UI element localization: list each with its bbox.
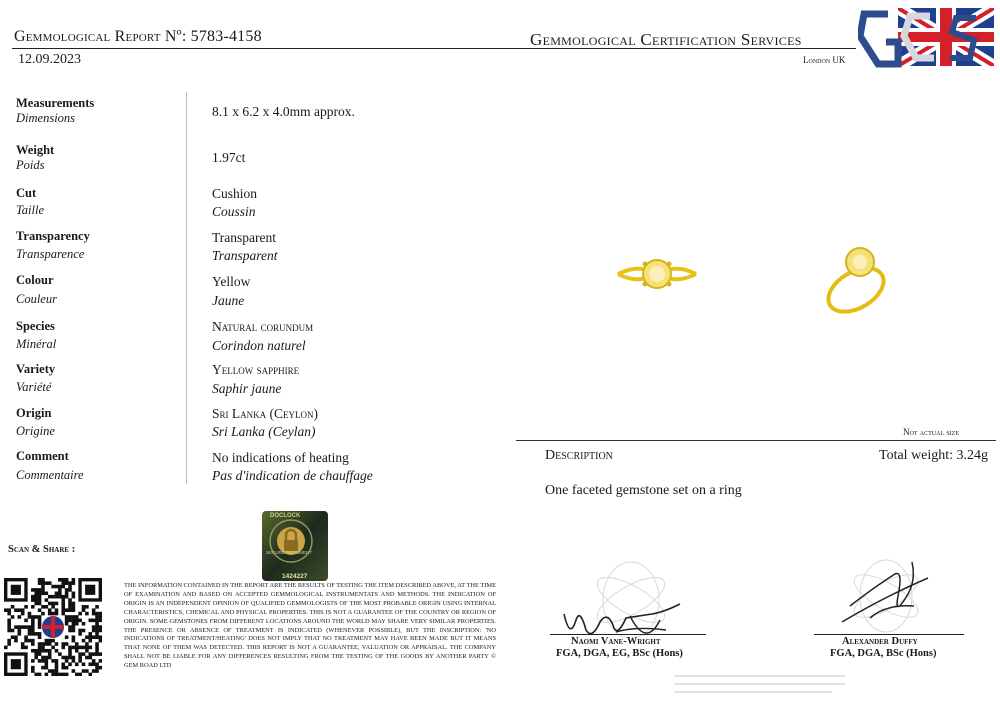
seal-ring-text: SECURE DOCUMENT [266,550,313,555]
value-variety: Yellow sapphire [212,362,300,377]
value-variety-fr: Saphir jaune [212,381,282,396]
label-origin: Origin [16,406,52,420]
value-colour: Yellow [212,274,251,289]
value-origin: Sri Lanka (Ceylon) [212,406,318,421]
report-title: Gemmological Report Nº: 5783-4158 [14,28,262,45]
label-transparence: Transparence [16,247,85,261]
value-weight: 1.97ct [212,150,246,165]
label-measurements: Measurements [16,96,95,110]
value-comment: No indications of heating [212,450,349,465]
signature-2 [816,556,956,636]
description-rule [516,440,996,441]
value-transparency-fr: Transparent [212,248,278,263]
label-poids: Poids [16,158,45,172]
scan-share-label: Scan & Share : [8,544,76,555]
value-colour-fr: Jaune [212,293,245,308]
label-weight: Weight [16,143,55,157]
padlock-seal-icon [262,511,328,581]
value-cut-fr: Coussin [212,204,256,219]
label-mineral: Minéral [16,337,57,351]
signature-1-rule [550,634,706,635]
signatory-2-name: Alexander Duffy [842,636,918,647]
header-rule-left [12,48,400,49]
label-comment: Comment [16,449,69,463]
label-variety: Variety [16,362,56,376]
label-transparency: Transparency [16,229,90,243]
ring-photo-front [612,248,702,300]
seal-number: 1424227 [282,573,308,580]
label-commentaire: Commentaire [16,468,84,482]
company-location: London UK [803,55,846,65]
ring-photo-side [818,240,896,316]
label-dimensions: Dimensions [16,111,76,125]
faint-watermark-text [672,672,847,696]
label-variete: Variété [16,380,52,394]
value-species: Natural corundum [212,319,314,334]
value-measurements: 8.1 x 6.2 x 4.0mm approx. [212,104,355,119]
signatory-1-credentials: FGA, DGA, EG, BSc (Hons) [556,648,683,659]
not-actual-size-note: Not actual size [903,427,959,437]
qr-code-icon [4,578,102,676]
secure-document-seal [262,511,328,581]
ring-front-icon [612,248,702,300]
disclaimer-text: THE INFORMATION CONTAINED IN THE REPORT ARE THE RESULTS OF TESTING THE ITEM DESCRIBED ABOVE, AT THE TIME OF EXAMINATION AND BASED ON ACCEPTED GEMMOLOGICAL INSTRUMENTATS AND METHODS. THE INDICATION OF ORIGIN IS AN INDEPENDENT OPINION OF QUALIFIED GEMMOLOGISTS OF THE MOST PROBABLE ORIGIN USING INTERNAL CHARACTERISTICS, CHEMICAL AND PHYSICAL PROPERTIES. THIS IS NOT A GUARANTEE OF THE COUNTRY OR REGION OF ORIGIN. SOME GEMSTONES FROM DIFFERENT LOCATIONS AROUND THE WORLD MAY SHARE VERY SIMILAR PROPERTIES. THE PRESENCE OR ABSENCE OF TREATMENT IS INDICATED (WHENEVER POSSIBLE), BUT THE INSCRIPTION: 'NO INDICATIONS OF TREATMENT/HEATING' DOES NOT IMPLY THAT NO TREATMENT MAY HAVE BEEN MADE BUT IT MEANS THAT NONE OF THEM WAS DETECTED. THIS REPORT IS NOT A GUARANTEE, VALUATION OR APPRAISAL. THE COMPANY SHALL NOT BE LIABLE FOR ANY DIFFERENCES RESULTING FROM THE TESTING OF THE GOODS BY ANOTHER PARTY © GEM ROAD LTD [124,582,496,670]
value-origin-fr: Sri Lanka (Ceylan) [212,424,316,439]
company-name: Gemmological Certification Services [530,30,802,49]
report-date: 12.09.2023 [18,52,81,67]
description-text: One faceted gemstone set on a ring [545,483,742,498]
signature-2-rule [814,634,964,635]
value-comment-fr: Pas d'indication de chauffage [212,468,373,483]
label-colour: Colour [16,273,54,287]
description-heading: Description [545,448,613,463]
label-couleur: Couleur [16,292,57,306]
signatory-2-credentials: FGA, DGA, BSc (Hons) [830,648,937,659]
gcs-logo-icon [858,6,996,68]
value-cut: Cushion [212,186,258,201]
signatory-1-name: Naomi Vane-Wright [571,636,661,647]
value-transparency: Transparent [212,230,276,245]
field-divider [186,92,187,484]
watermark-lines-icon [672,672,847,696]
total-weight: Total weight: 3.24g [879,448,989,463]
company-logo [858,6,996,68]
qr-code[interactable] [4,578,102,676]
seal-top-text: DOCLOCK [270,513,301,519]
label-taille: Taille [16,203,45,217]
signature-2-icon [816,556,956,636]
ring-side-icon [818,240,896,316]
label-cut: Cut [16,186,37,200]
label-origine: Origine [16,424,55,438]
value-species-fr: Corindon naturel [212,338,306,353]
label-species: Species [16,319,55,333]
